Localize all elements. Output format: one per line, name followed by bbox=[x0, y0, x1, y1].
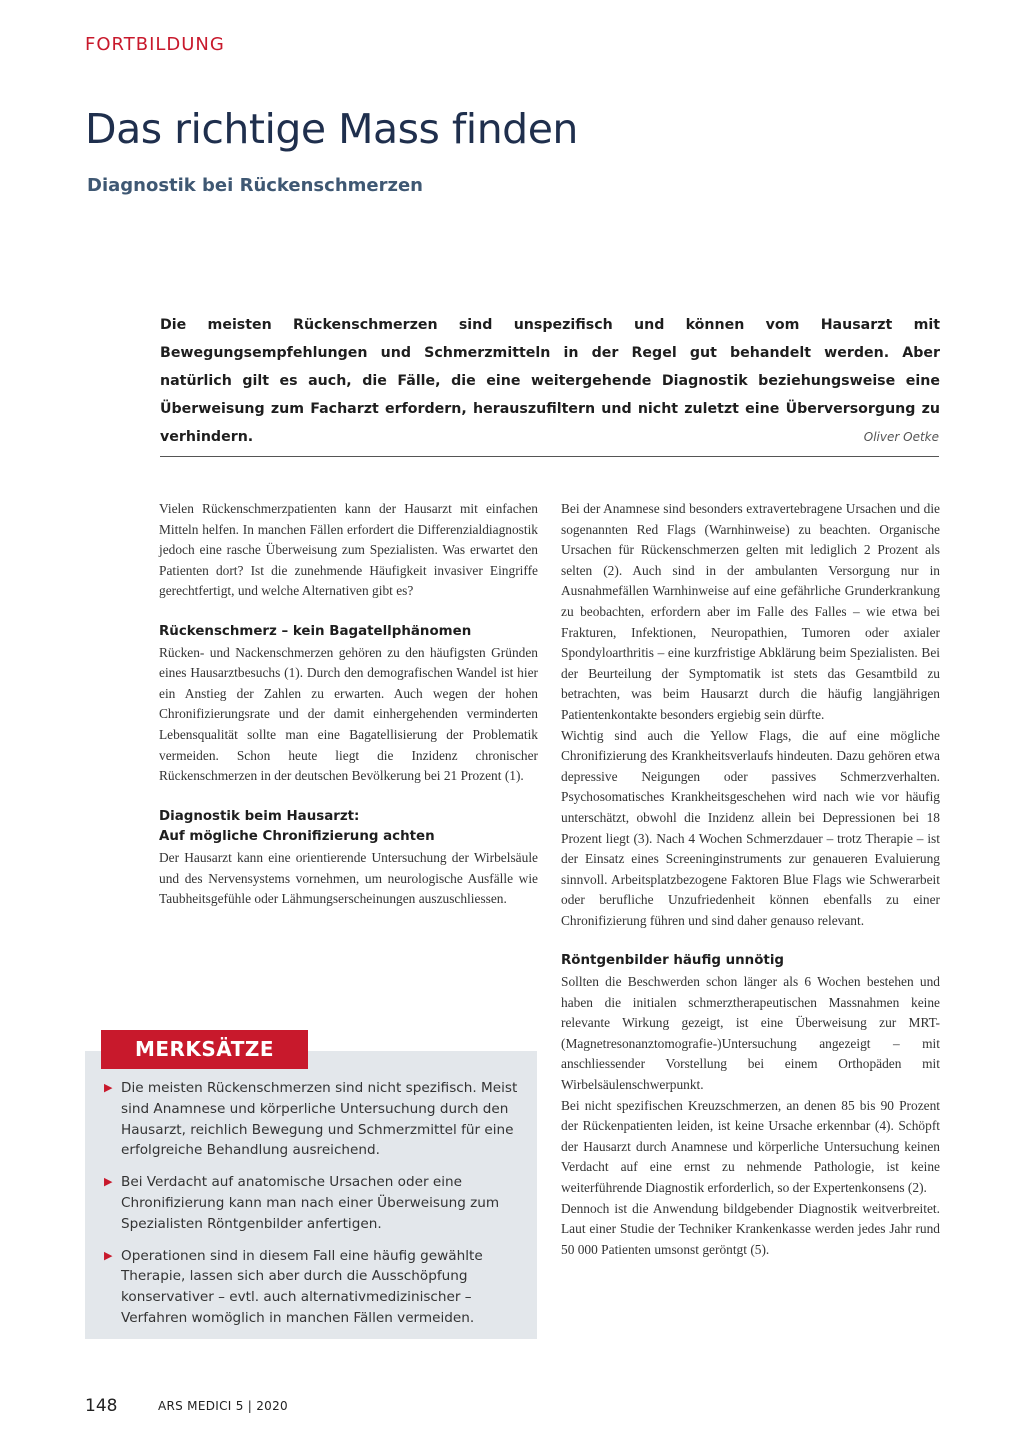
right-column bbox=[561, 499, 940, 1260]
journal-issue: ARS MEDICI 5 | 2020 bbox=[158, 1399, 288, 1413]
divider bbox=[160, 456, 939, 457]
key-point-text: Bei Verdacht auf anatomische Ursachen oder eine Chronifizierung kann man nach einer Überweisung zum Spezialisten Röntgenbilder anfertigen. bbox=[121, 1174, 500, 1232]
body-paragraph: Rücken- und Nackenschmerzen gehören zu den häufigsten Gründen eines Hausarztbesuchs (1). Durch den demografischen Wandel ist hier ein Anstieg der Zahlen zu erwarten. Auch wegen der hohen Chronifizierungsrate und der damit einhergehenden verminderten Lebensqualität sollte man eine Bagatellisierung der Problematik vermeiden. Schon heute liegt die Inzidenz chronischer Rückenschmerzen in der deutschen Bevölkerung bei 21 Prozent (1). bbox=[159, 644, 538, 784]
page-number: 148 bbox=[85, 1396, 118, 1416]
article-title: Das richtige Mass finden bbox=[85, 105, 578, 153]
section-heading-line: Auf mögliche Chronifizierung achten bbox=[159, 829, 435, 845]
section-heading: Röntgenbilder häufig unnötig bbox=[561, 953, 784, 969]
body-paragraph: Bei der Anamnese sind besonders extravertebragene Ursachen und die sogenannten Red Flags (Warnhinweise) zu beachten. Organische Ursachen für Rückenschmerzen gelten mit lediglich 2 Prozent als selten (2). Auch sind in der ambulanten Versorgung nur in Ausnahmefällen Warnhinweise auf eine gefährliche Grunderkrankung zu beobachten, erfordern aber im Falle des Falles – wie etwa bei Frakturen, Infektionen, Neuropathien, Tumoren oder axialer Spondyloarthritis – eine kurzfristige Abklärung beim Spezialisten. Bei der Beurteilung der Symptomatik ist stets das Gesamtbild zu betrachten, was beim Hausarzt durch die häufig langjährigen Patientenkontakte besonders ergiebig sein dürfte. bbox=[561, 501, 940, 722]
key-point-text: Die meisten Rückenschmerzen sind nicht spezifisch. Meist sind Anamnese und körperliche Untersuchung durch den Hausarzt, reichlich Bewegung und Schmerzmittel für eine erfolgreiche Behandlung ausreichend. bbox=[121, 1080, 518, 1159]
body-paragraph: Sollten die Beschwerden schon länger als 6 Wochen bestehen und haben die initialen schmerztherapeutischen Massnahmen keine relevante Wirkung gezeigt, ist eine Überweisung zur MRT-(Magnetresonanztomografie-)Untersuchung angezeigt – mit anschliessender Vorstellung bei einem Orthopäden mit Wirbelsäulenschwerpunkt. bbox=[561, 974, 940, 1093]
body-paragraph: Dennoch ist die Anwendung bildgebender Diagnostik weitverbreitet. Laut einer Studie der Techniker Krankenkasse werden jedes Jahr rund 50 000 Patienten umsonst geröntgt (5). bbox=[561, 1200, 940, 1257]
triangle-right-icon: ▶ bbox=[104, 1081, 113, 1094]
section-heading: Rückenschmerz – kein Bagatellphänomen bbox=[159, 623, 472, 639]
key-points-list bbox=[104, 1078, 524, 1340]
intro-paragraph: Vielen Rückenschmerzpatienten kann der Hausarzt mit einfachen Mitteln helfen. In manchen Fällen erfordert die Differenzialdiagnostik jedoch eine rasche Überweisung zum Spezialisten. Was erwartet den Patienten dort? Ist die zunehmende Häufigkeit invasiver Eingriffe gerechtfertigt, und welche Alternativen gibt es? bbox=[159, 501, 538, 599]
article-subtitle: Diagnostik bei Rückenschmerzen bbox=[87, 175, 423, 196]
author-name: Oliver Oetke bbox=[863, 430, 939, 444]
triangle-right-icon: ▶ bbox=[104, 1175, 113, 1189]
key-point bbox=[104, 1246, 524, 1329]
section-label: FORTBILDUNG bbox=[85, 34, 225, 55]
left-column bbox=[159, 499, 538, 910]
section-heading-line: Diagnostik beim Hausarzt: bbox=[159, 808, 360, 824]
key-point bbox=[104, 1078, 524, 1161]
key-points-heading: MERKSÄTZE bbox=[101, 1030, 308, 1069]
body-paragraph: Bei nicht spezifischen Kreuzschmerzen, an denen 85 bis 90 Prozent der Rückenpatienten leiden, ist keine Ursache erkennbar (4). Schöpft der Hausarzt durch Anamnese und körperliche Untersuchung keinen Verdacht auf eine ernst zu nehmende Pathologie, ist keine weiterführende Diagnostik erforderlich, so der Expertenkonsens (2). bbox=[561, 1097, 940, 1195]
lead-paragraph: Die meisten Rückenschmerzen sind unspezifisch und können vom Hausarzt mit Bewegungsempfehlungen und Schmerzmitteln in der Regel gut behandelt werden. Aber natürlich gilt es auch, die Fälle, die eine weitergehende Diagnostik beziehungsweise eine Überweisung zum Facharzt erfordern, herauszufiltern und nicht zuletzt eine Überversorgung zu verhindern. bbox=[160, 317, 940, 445]
section-heading bbox=[159, 807, 538, 848]
body-paragraph: Wichtig sind auch die Yellow Flags, die auf eine mögliche Chronifizierung des Krankheitsverlaufs hindeuten. Dazu gehören etwa depressive Neigungen oder passives Schmerzverhalten. Psychosomatisches Krankheitsgeschehen wird nach wie vor häufig unterschätzt, obwohl die Inzidenz allein bei Depressionen bei 18 Prozent liegt (3). Nach 4 Wochen Schmerzdauer – trotz Therapie – ist der Einsatz eines Screeninginstruments zur genaueren Evaluierung sinnvoll. Arbeitsplatzbezogene Faktoren Blue Flags wie Schwerarbeit oder berufliche Unzufriedenheit können ebenfalls zu einer Chronifizierung führen und sind daher genauso relevant. bbox=[561, 727, 940, 928]
key-point-text: Operationen sind in diesem Fall eine häufig gewählte Therapie, lassen sich aber durch die Ausschöpfung konservativer – evtl. auch alternativmedizinischer – Verfahren womöglich in manchen Fällen vermeiden. bbox=[121, 1247, 483, 1326]
key-point bbox=[104, 1172, 524, 1234]
body-paragraph: Der Hausarzt kann eine orientierende Untersuchung der Wirbelsäule und des Nervensystems vornehmen, um neurologische Ausfälle wie Taubheitsgefühle oder Lähmungserscheinungen auszuschliessen. bbox=[159, 849, 538, 907]
triangle-right-icon: ▶ bbox=[104, 1248, 113, 1262]
